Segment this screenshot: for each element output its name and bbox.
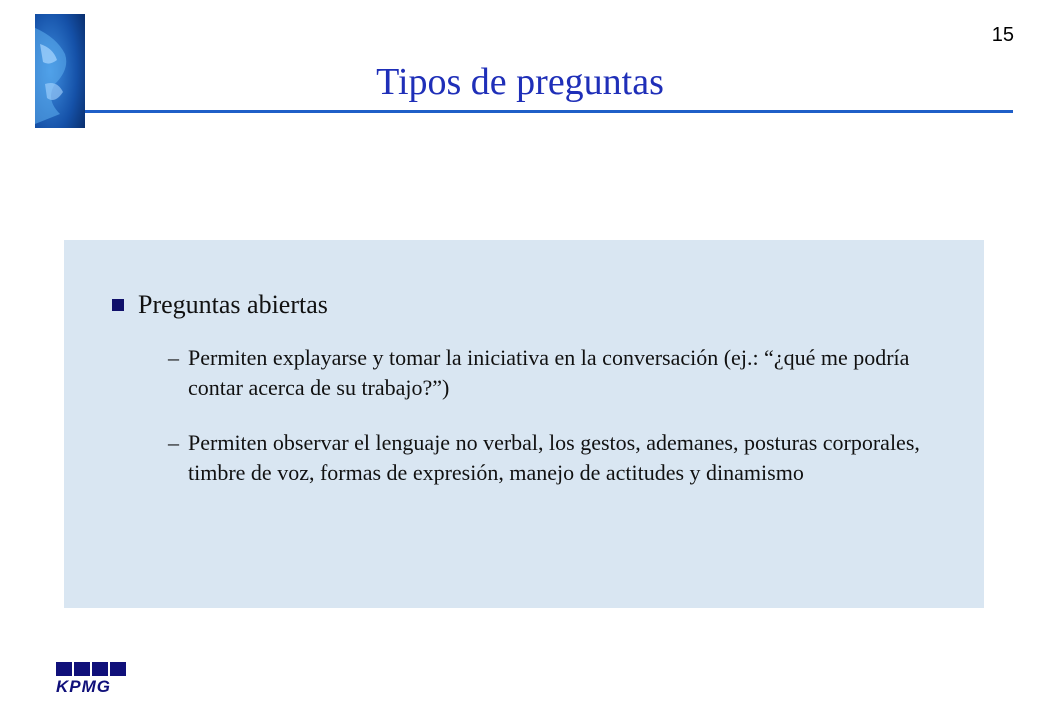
- bullet-item: [112, 290, 328, 320]
- dash-marker: –: [168, 345, 179, 370]
- dash-marker: –: [168, 430, 179, 455]
- subpoint-2: [168, 428, 958, 488]
- title-underline: [85, 110, 1013, 113]
- slide-title: Tipos de preguntas: [376, 61, 664, 103]
- subpoint-text: Permiten explayarse y tomar la iniciativa en la conversación (ej.: “¿qué me podría contar acerca de su trabajo?”): [188, 345, 910, 400]
- square-bullet-icon: [112, 299, 124, 311]
- bullet-text: Preguntas abiertas: [138, 290, 328, 319]
- subpoint-text: Permiten observar el lenguaje no verbal, los gestos, ademanes, posturas corporales, timbre de voz, formas de expresión, manejo de actitudes y dinamismo: [188, 430, 920, 485]
- svg-text:KPMG: KPMG: [56, 677, 111, 694]
- kpmg-logo: [56, 662, 128, 694]
- page-number: 15: [991, 24, 1014, 46]
- subpoint-1: [168, 343, 958, 403]
